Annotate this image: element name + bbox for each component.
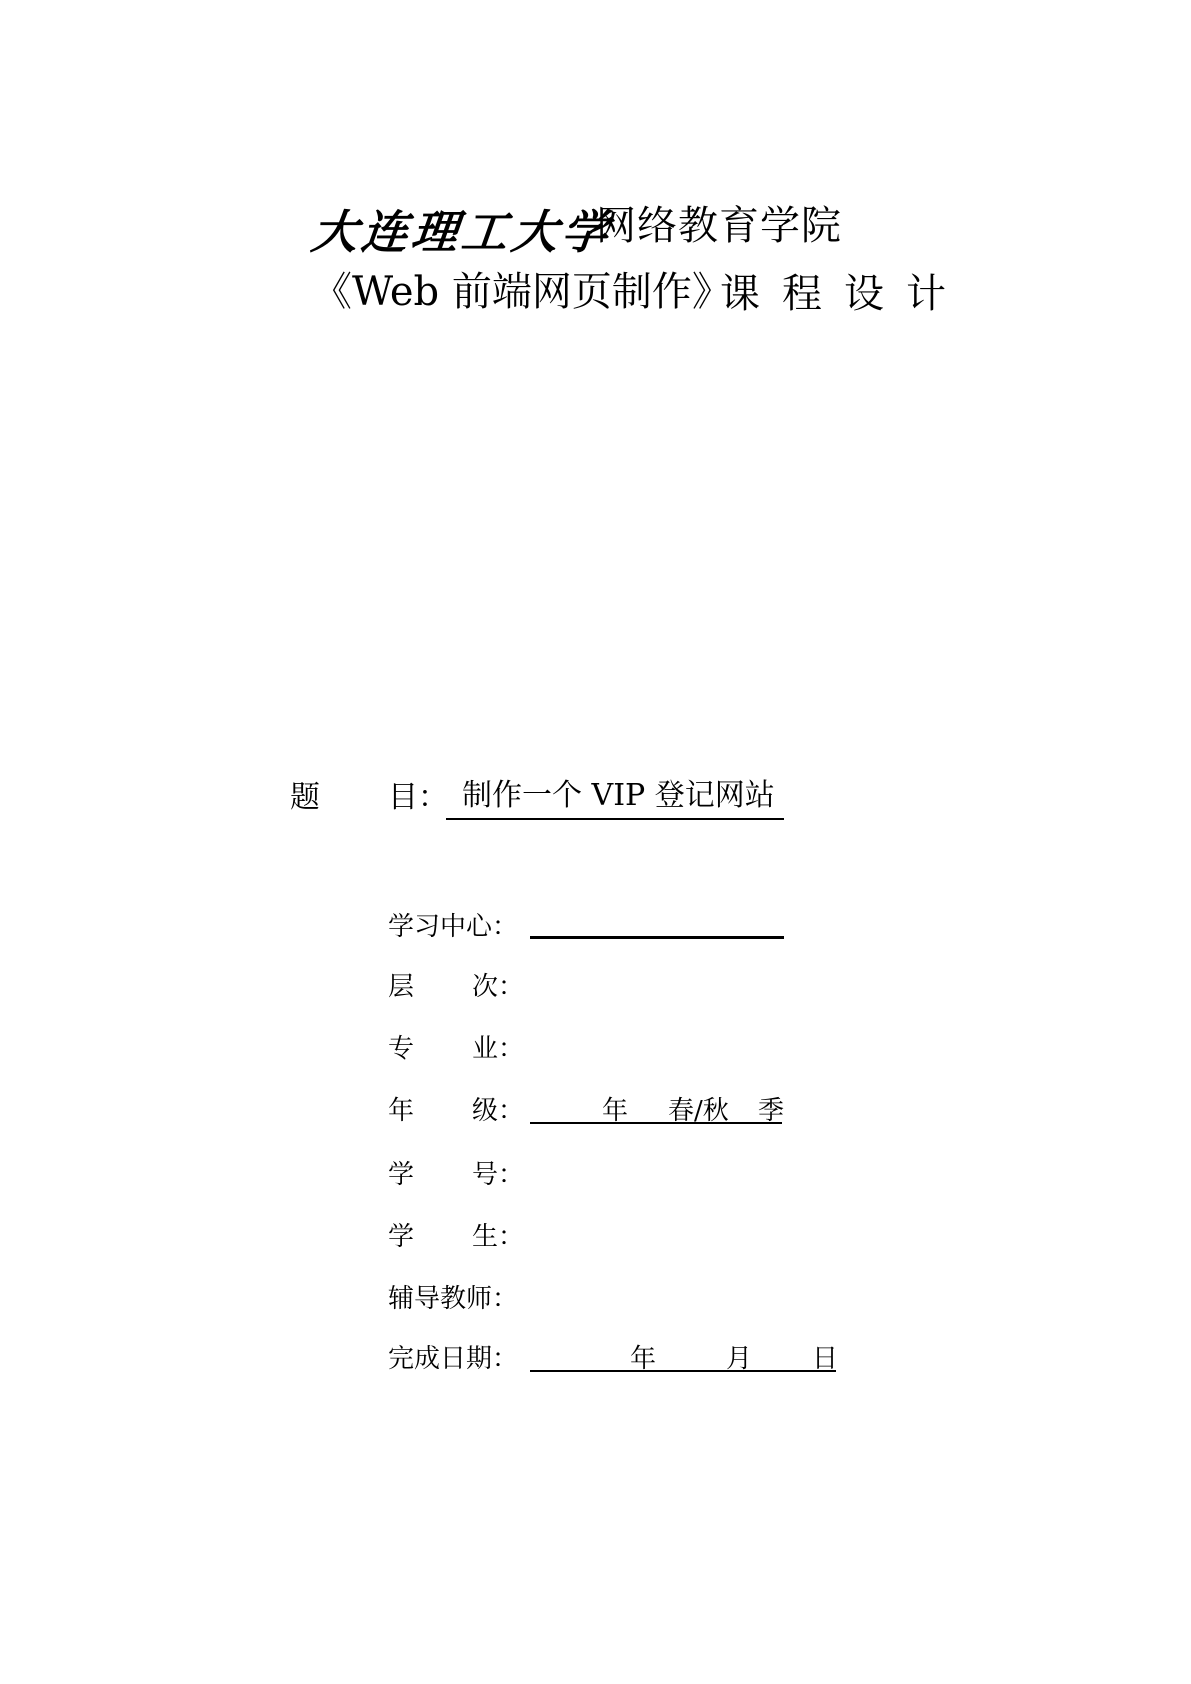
topic-label-second: 目： <box>388 780 448 815</box>
study-center-line <box>530 904 784 939</box>
level-label <box>388 966 524 1003</box>
student-label <box>388 1216 524 1253</box>
course-design-label: 课程设计 <box>720 271 968 317</box>
tutor-label-text: 辅导教师： <box>388 1284 519 1314</box>
major-label <box>388 1028 524 1065</box>
course-title: 《Web 前端网页制作》 <box>312 269 732 315</box>
level-label-b: 次： <box>472 972 525 1002</box>
grade-year-text: 年 <box>602 1096 629 1126</box>
college-name: 网络教育学院 <box>596 203 842 249</box>
student-id-label <box>388 1154 524 1191</box>
grade-line <box>530 1090 785 1126</box>
topic-label-first: 题 <box>290 780 320 815</box>
completion-date-label-text: 完成日期： <box>388 1344 519 1374</box>
completion-month-text: 月 <box>726 1344 753 1374</box>
university-logo: 大连理工大学 <box>308 205 615 259</box>
study-center-label <box>388 906 518 943</box>
study-center-label-text: 学习中心： <box>388 912 519 942</box>
topic-value: 制作一个 VIP 登记网站 <box>446 770 784 820</box>
student-id-label-a: 学 <box>388 1160 415 1190</box>
grade-label-a: 年 <box>388 1096 415 1126</box>
major-label-a: 专 <box>388 1034 415 1064</box>
completion-year-text: 年 <box>630 1344 657 1374</box>
student-label-a: 学 <box>388 1222 415 1252</box>
major-label-b: 业： <box>472 1034 525 1064</box>
tutor-label <box>388 1278 518 1315</box>
completion-date-label <box>388 1338 518 1375</box>
grade-term-text: 季 <box>758 1096 785 1126</box>
grade-label-b: 级： <box>472 1096 525 1126</box>
completion-date-line <box>530 1338 839 1374</box>
grade-label <box>388 1090 524 1127</box>
grade-season-text: 春/秋 <box>668 1096 729 1126</box>
level-label-a: 层 <box>388 972 415 1002</box>
student-label-b: 生： <box>472 1222 525 1252</box>
completion-day-text: 日 <box>812 1344 839 1374</box>
student-id-label-b: 号： <box>472 1160 525 1190</box>
